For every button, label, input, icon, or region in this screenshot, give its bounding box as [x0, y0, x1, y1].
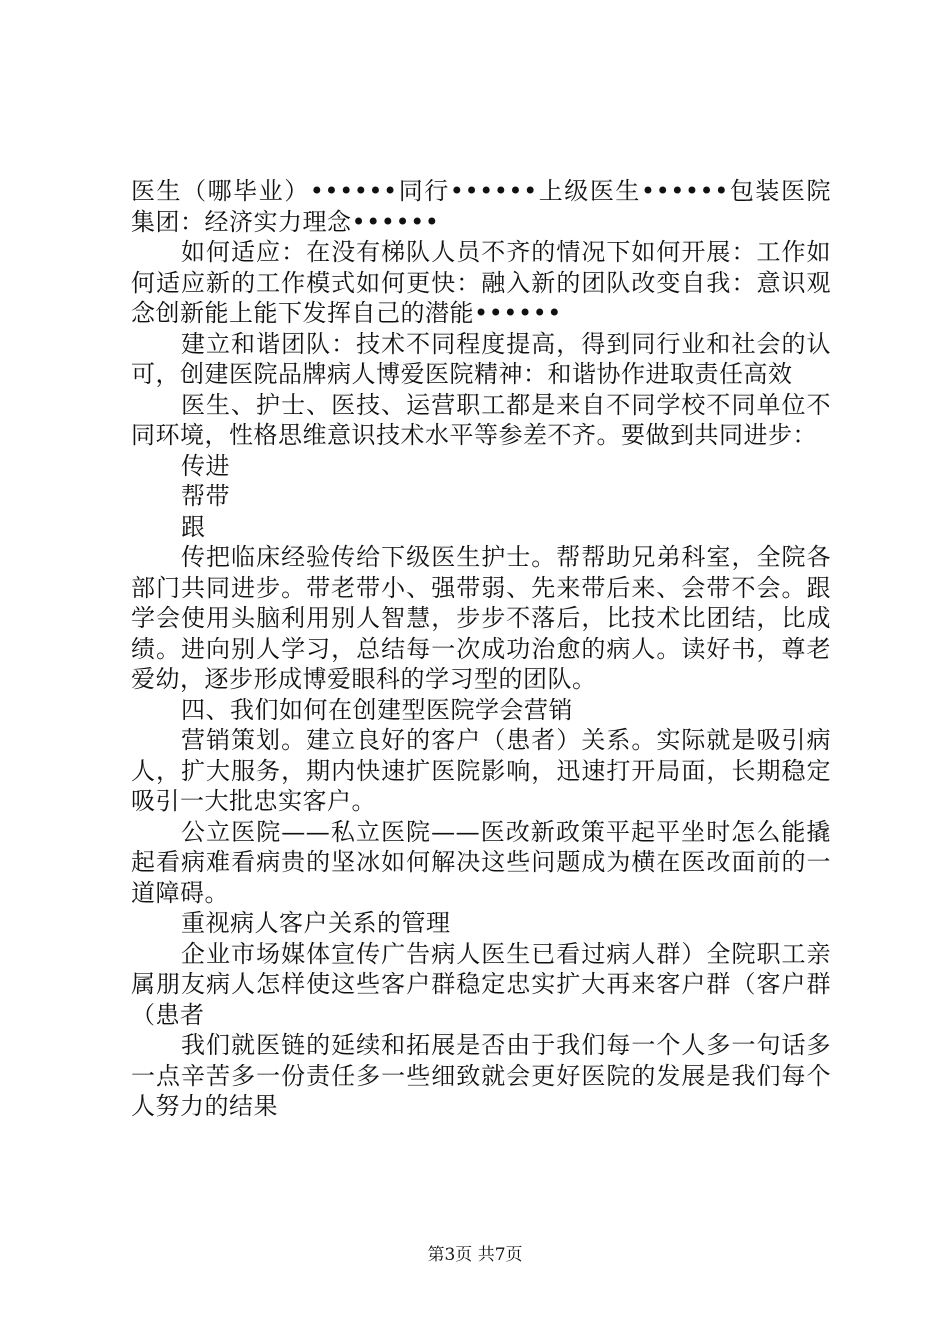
- paragraph-marketing-planning: 营销策划。建立良好的客户（患者）关系。实际就是吸引病人，扩大服务，期内快速扩医院影响，迅速打开局面，长期稳定吸引一大批忠实客户。: [131, 726, 831, 815]
- paragraph-harmonious-team: 建立和谐团队：技术不同程度提高，得到同行业和社会的认可，创建医院品牌病人博爱医院精神：和谐协作进取责任高效: [131, 329, 831, 388]
- section-heading-marketing: 四、我们如何在创建型医院学会营销: [181, 695, 573, 724]
- paragraph-mentoring-details: 传把临床经验传给下级医生护士。帮帮助兄弟科室，全院各部门共同进步。带老带小、强带弱、先来带后来、会带不会。跟学会使用头脑利用别人智慧，步步不落后，比技术比团结，比成绩。进向别人学习，总结每一次成功治愈的病人。读好书，尊老爱幼，逐步形成博爱眼科的学习型的团队。: [131, 543, 831, 693]
- page-number-footer: 第3页 共7页: [427, 1245, 523, 1265]
- paragraph-staff-background: 医生、护士、医技、运营职工都是来自不同学校不同单位不同环境，性格思维意识技术水平等参差不齐。要做到共同进步：: [131, 390, 831, 449]
- paragraph-customer-groups: 企业市场媒体宣传广告病人医生已看过病人群）全院职工亲属朋友病人怎样使这些客户群稳定忠实扩大再来客户群（客户群（患者: [131, 939, 831, 1029]
- document-body: [131, 176, 831, 1122]
- paragraph-pass-on: 传进: [181, 451, 230, 480]
- paragraph-customer-relations: 重视病人客户关系的管理: [181, 909, 451, 937]
- paragraph-public-private-hospital: 公立医院——私立医院——医改新政策平起平坐时怎么能撬起看病难看病贵的坚冰如何解决这些问题成为横在医改面前的一道障碍。: [131, 817, 831, 907]
- paragraph-how-to-adapt: 如何适应：在没有梯队人员不齐的情况下如何开展：工作如何适应新的工作模式如何更快：融入新的团队改变自我：意识观念创新能上能下发挥自己的潜能••••••: [131, 238, 831, 327]
- paragraph-help-lead: 帮带: [181, 482, 230, 510]
- paragraph-care-chain: 我们就医链的延续和拓展是否由于我们每一个人多一句话多一点辛苦多一份责任多一些细致就会更好医院的发展是我们每个人努力的结果: [131, 1031, 831, 1120]
- paragraph-follow: 跟: [181, 512, 206, 541]
- paragraph-doctor-origin: 医生（哪毕业）••••••同行••••••上级医生••••••包装医院集团：经济实力理念••••••: [131, 177, 831, 236]
